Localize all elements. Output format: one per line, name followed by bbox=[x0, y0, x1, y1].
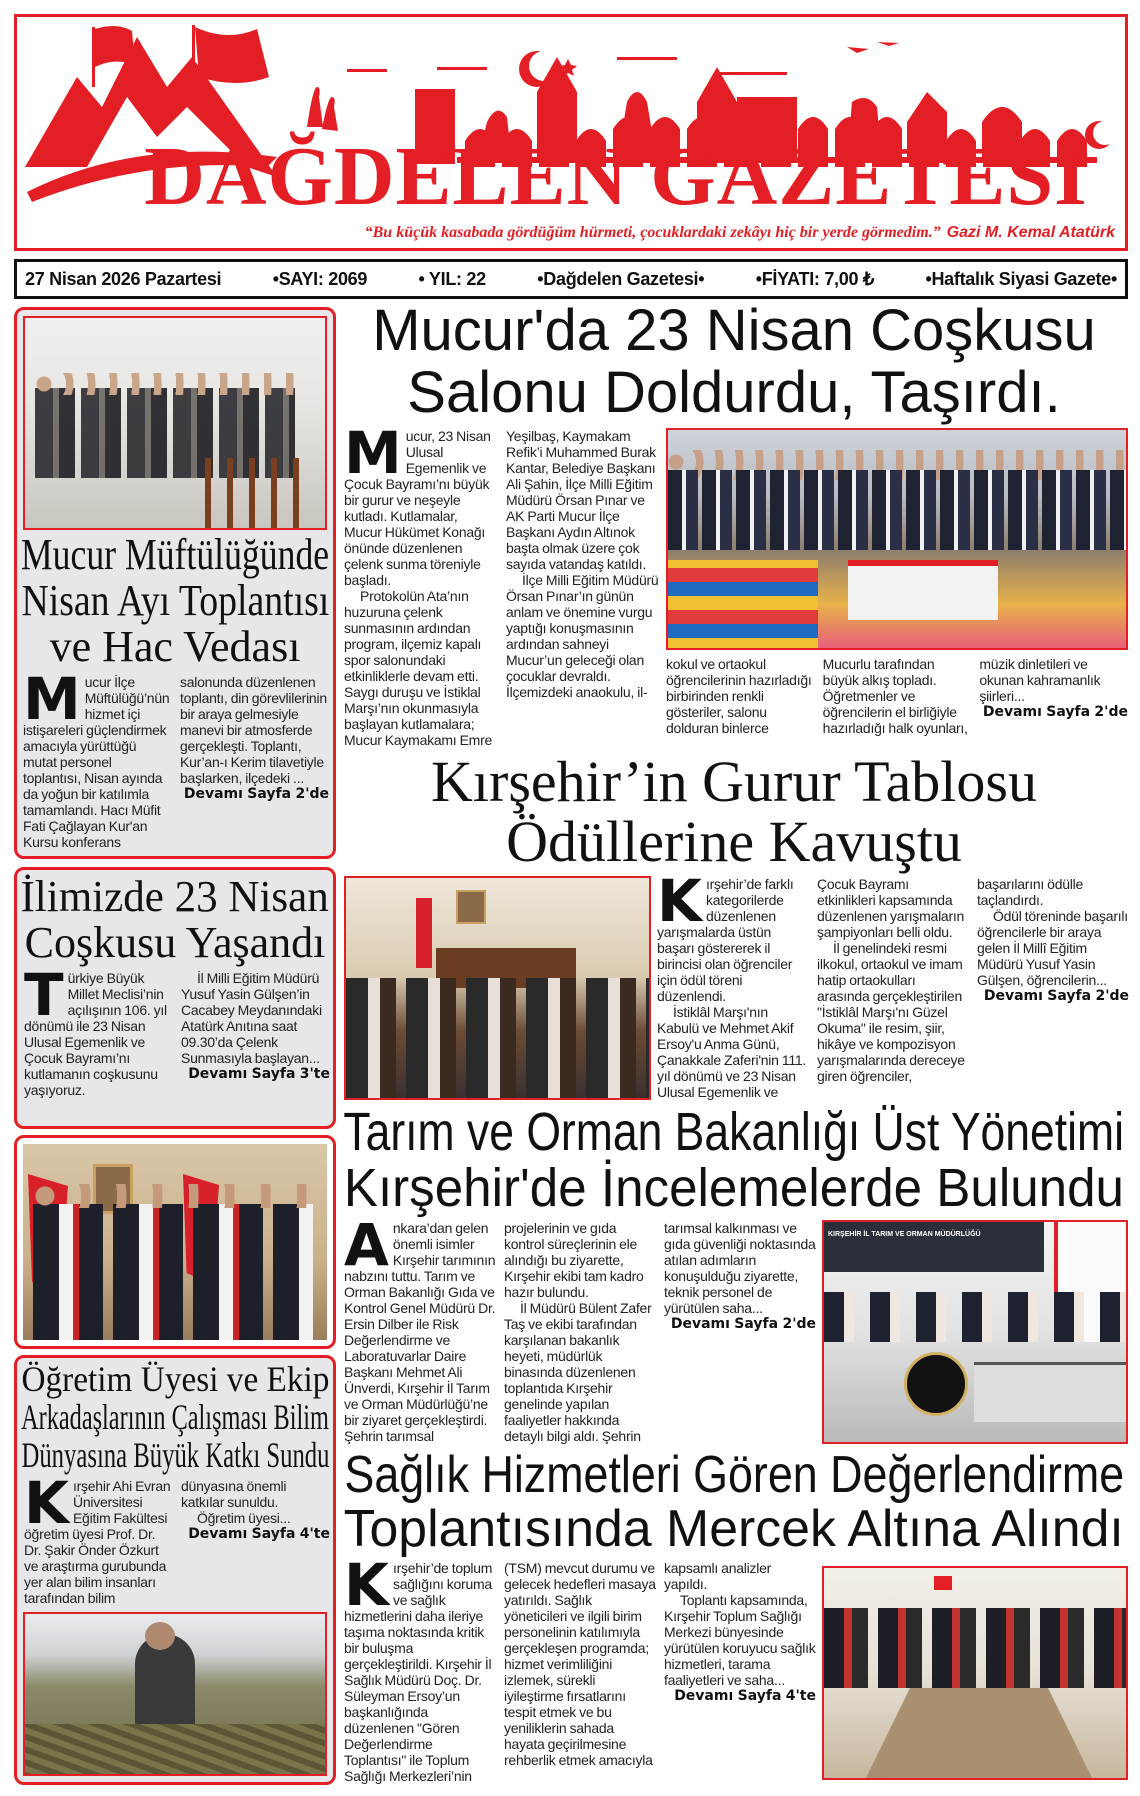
paper-type: •Haftalık Siyasi Gazete• bbox=[925, 268, 1117, 289]
drop-cap: M bbox=[344, 428, 402, 487]
newspaper-title: DAĞDELEN GAZETESI bbox=[144, 130, 1088, 223]
continued-link[interactable]: Devamı Sayfa 2'de bbox=[983, 988, 1129, 1004]
paragraph: ırşehir’de farklı kategorilerde düzenlenen yarışmalarda üstün başarı göstererek il birincisi olan öğrenciler için ödül töreni düzenlendi. bbox=[657, 876, 794, 1004]
paragraph: Öğretim üyesi... bbox=[197, 1510, 291, 1526]
article-body bbox=[344, 1560, 816, 1784]
story-body bbox=[24, 1478, 330, 1606]
bilim-story-box[interactable] bbox=[14, 1355, 336, 1785]
paragraph: ırşehir Ahi Evran Üniversitesi Eğitim Fakültesi öğretim üyesi Prof. Dr. Dr. Şakir Önder Özkurt ve araştırma gurubunda yer alan bilim insanları tarafından bilim dünyasına önemli katkılar sunuldu. bbox=[24, 1478, 287, 1606]
headline[interactable]: Tarım ve Orman Bakanlığı Üst Yönetimi bbox=[343, 1102, 1125, 1162]
story-title[interactable]: Mucur Müftülüğünde bbox=[20, 530, 330, 579]
headline[interactable]: Toplantısında Mercek Altına Alındı bbox=[343, 1500, 1125, 1558]
paragraph: İl Müdürü Bülent Zafer Taş ve ekibi tarafından karşılanan bakanlık heyeti, müdürlük binasında düzenlenen toplantıda Kırşehir genelinde yapılan faaliyetler hakkında detaylı bilgi aldı. Şehrin tarımsal kalkınması ve gıda güvenliği noktasında atılan adımların konuşulduğu ziyarette, teknik personel de yürütülen saha... bbox=[504, 1220, 816, 1444]
paragraph: Protokolün Ata’nın huzuruna çelenk sunmasının ardından program, ilçemiz kapalı spor salonundaki etkinliklerle devam etti. Saygı duruşu ve İstiklal Marşı’nın okunmasıyla başlayan kutlamalara; Mucur Kaymakamı Emre Yeşilbaş, Kaymakam Refik’i Muhammed Burak Kantar, Belediye Başkanı Ali Şahin, İlçe Milli Eğitim Müdürü Örsan Pınar ve AK Parti Mucur İlçe Başkanı Aydın Altınok başta olmak üzere çok sayıda vatandaş katıldı. bbox=[344, 428, 656, 748]
continued-link[interactable]: Devamı Sayfa 3'te bbox=[188, 1066, 330, 1082]
issue-year: • YIL: 22 bbox=[418, 268, 486, 289]
paragraph: İstiklâl Marşı'nın Kabulü ve Mehmet Akif Ersoy'u Anma Günü, Çanakkale Zaferi'nin 111. yıl dönümü ve 23 Nisan Ulusal Egemenlik ve Çocuk Bayramı etkinlikleri kapsamında düzenlenen yarışmaların şampiyonları belli oldu. bbox=[657, 876, 965, 1100]
headline[interactable]: Mucur'da 23 Nisan Coşkusu bbox=[372, 298, 1096, 363]
issue-date: 27 Nisan 2026 Pazartesi bbox=[25, 268, 222, 289]
paragraph: Ödül töreninde başarılı öğrencilerle bir araya gelen İl Millî Eğitim Müdürü Yusuf Yasin Gülşen, öğrencilerin... bbox=[977, 908, 1128, 988]
health-meeting-photo bbox=[822, 1566, 1128, 1780]
headline[interactable]: Ödüllerine Kavuştu bbox=[506, 809, 962, 874]
article-body bbox=[344, 428, 660, 748]
turkish-flag-icon bbox=[195, 27, 269, 83]
headline[interactable]: Kırşehir’in Gurur Tablosu bbox=[431, 749, 1037, 814]
story-title[interactable]: Öğretim Üyesi ve Ekip bbox=[21, 1359, 329, 1399]
drop-cap: K bbox=[657, 876, 702, 935]
continued-link[interactable]: Devamı Sayfa 2'de bbox=[670, 1316, 816, 1332]
story-title[interactable]: Coşkusu Yaşandı bbox=[24, 918, 326, 967]
ministry-meeting-photo bbox=[822, 1220, 1128, 1444]
quote-text: “Bu küçük kasabada gördüğüm hürmeti, çocuklardaki zekâyı hiç bir yerde görmedim.” bbox=[364, 224, 941, 241]
researcher-field-photo bbox=[23, 1612, 327, 1776]
continued-link[interactable]: Devamı Sayfa 2'de bbox=[982, 704, 1128, 720]
drop-cap: T bbox=[24, 970, 64, 1029]
ilimizde-story-box[interactable] bbox=[14, 867, 336, 1129]
continued-link[interactable]: Devamı Sayfa 2'de bbox=[183, 786, 329, 802]
masthead bbox=[14, 14, 1128, 251]
headline[interactable]: Salonu Doldurdu, Taşırdı. bbox=[407, 360, 1061, 425]
paper-name: •Dağdelen Gazetesi• bbox=[537, 268, 705, 289]
children-photo-box bbox=[14, 1135, 336, 1349]
paragraph: ucur, 23 Nisan Ulusal Egemenlik ve Çocuk Bayramı’nı büyük bir gurur ve neşeyle kutladı. Kutlamalar, Mucur Hükümet Konağı önünde düzenlenen çelenk sunma töreniyle başladı. bbox=[344, 428, 491, 588]
story-body bbox=[24, 970, 330, 1114]
paragraph: nkara’dan gelen önemli isimler Kırşehir tarımının nabzını tuttu. Tarım ve Orman Bakanlığı Gıda ve Kontrol Genel Müdürü Dr. Ersin Dilber ile Risk Değerlendirme ve Laboratuvarlar Daire Başkanı Mehmet Ali Ünverdi, Kırşehir İl Tarım ve Orman Müdürlüğü’ne bir ziyaret gerçekleştirdi. Şehrin tarımsal projelerinin ve gıda kontrol süreçlerinin ele alındığı bu ziyarette, Kırşehir ekibi tam kadro hazır bulundu. bbox=[344, 1220, 644, 1444]
paragraph: İl genelindeki resmi ilkokul, ortaokul ve imam hatip ortaokulları arasında gerçekleştirilen "İstiklâl Marşı'nı Güzel Okuma" ile resim, şiir, hikâye ve kompozisyon yarışmalarında dereceye giren öğrenciler, başarılarını ödülle taçlandırdı. bbox=[817, 876, 1084, 1084]
ataturk-quote bbox=[365, 224, 1115, 242]
story-title[interactable]: ve Hac Vedası bbox=[49, 622, 301, 671]
continued-link[interactable]: Devamı Sayfa 4'te bbox=[674, 1688, 816, 1704]
headline[interactable]: Kırşehir'de İncelemelerde Bulundu bbox=[343, 1158, 1125, 1218]
story-title[interactable]: Arkadaşlarının Çalışması Bilim bbox=[21, 1397, 329, 1437]
paragraph: İl Milli Eğitim Müdürü Yusuf Yasin Gülşen’in Cacabey Meydanındaki Atatürk Anıtına saat 09.30’da Çelenk Sunmasıyla başlayan... bbox=[181, 970, 322, 1066]
paragraph: ürkiye Büyük Millet Meclisi’nin açılışının 106. yıl dönümü ile 23 Nisan Ulusal Egemenlik ve Çocuk Bayramı’nı kutlamanın coşkusunu yaşıyoruz. bbox=[24, 970, 167, 1098]
story-body bbox=[23, 674, 329, 850]
story-title[interactable]: Nisan Ayı Toplantısı bbox=[21, 576, 329, 625]
story-title[interactable]: Dünyasına Büyük Katkı Sundu bbox=[21, 1435, 330, 1475]
article-body bbox=[657, 876, 1129, 1100]
article-body bbox=[344, 1220, 816, 1444]
issue-number: •SAYI: 2069 bbox=[272, 268, 368, 289]
mufti-meeting-photo bbox=[23, 316, 327, 530]
paragraph: ucur İlçe Müftülüğü’nün hizmet içi istişareleri güçlendirmek amacıyla yürüttüğü mutat personel toplantısı, Nisan ayında da yoğun bir katılımla tamamlandı. Hacı Müfit Fati Çağlayan Kur'an Kursu konferans salonunda düzenlenen toplantı, din görevlilerinin bir araya gelmesiyle manevi bir atmosferde gerçekleşti. Toplantı, Kur’an-ı Kerim tilavetiyle başlarken, ilçedeki ... bbox=[23, 674, 327, 850]
drop-cap: K bbox=[24, 1478, 69, 1537]
turkish-flag-icon bbox=[95, 26, 135, 67]
issue-info-bar bbox=[14, 259, 1128, 299]
drop-cap: M bbox=[23, 674, 81, 733]
paragraph: kokul ve ortaokul öğrencilerinin hazırladığı birbirinden renkli gösteriler, salonu dolduran binlerce Mucurlu tarafından büyük alkış topladı. Öğretmenler ve öğrencilerin el birliğiyle hazırladığı halk oyunları, müzik dinletileri ve okunan kahramanlık şiirleri... bbox=[666, 656, 1101, 736]
mucur-celebration-photo bbox=[666, 428, 1128, 650]
photo-sign: KIRŞEHİR İL TARIM VE ORMAN MÜDÜRLÜĞÜ bbox=[824, 1222, 1044, 1272]
paragraph: Toplantı kapsamında, Kırşehir Toplum Sağlığı Merkezi bünyesinde yürütülen koruyucu sağlık hizmetleri, tarama faaliyetleri ve saha... bbox=[664, 1592, 816, 1688]
award-ceremony-photo bbox=[344, 876, 651, 1100]
article-body bbox=[666, 656, 1128, 736]
headline[interactable]: Sağlık Hizmetleri Gören Değerlendirme bbox=[344, 1446, 1124, 1504]
paragraph: ırşehir’de toplum sağlığını koruma ve sağlık hizmetlerini daha ileriye taşıma noktasında kritik bir buluşma gerçekleştirildi. Kırşehir İl Sağlık Müdürü Doç. Dr. Süleyman Ersoy’un başkanlığında düzenlenen "Gören Değerlendirme Toplantısı" ile Toplum Sağlığı Merkezleri’nin (TSM) mevcut durumu ve gelecek hedefleri masaya yatırıldı. Sağlık yöneticileri ve ilgili birim personelinin katılımıyla gerçekleşen programda; hizmet verimliliğini izlemek, sürekli iyileştirme fırsatlarını tespit etmek ve bu yeniliklerin sahada hayata geçirilmesine rehberlik etmek amacıyla kapsamlı analizler yapıldı. bbox=[344, 1560, 772, 1784]
story-title[interactable]: İlimizde 23 Nisan bbox=[20, 872, 330, 921]
drop-cap: A bbox=[344, 1220, 389, 1279]
children-ceremony-photo bbox=[23, 1144, 327, 1340]
quote-author: Gazi M. Kemal Atatürk bbox=[946, 224, 1115, 241]
issue-price: •FİYATI: 7,00 ₺ bbox=[755, 268, 875, 289]
continued-link[interactable]: Devamı Sayfa 4'te bbox=[188, 1526, 330, 1542]
mufti-story-box[interactable] bbox=[14, 307, 336, 859]
drop-cap: K bbox=[344, 1560, 389, 1619]
paragraph: İlçe Milli Eğitim Müdürü Örsan Pınar’ın günün anlam ve önemine vurgu yaptığı konuşmasının ardından sahneyi Mucur’un geleceği olan çocuklar devraldı. İlçemizdeki anaokulu, il- bbox=[506, 572, 659, 700]
